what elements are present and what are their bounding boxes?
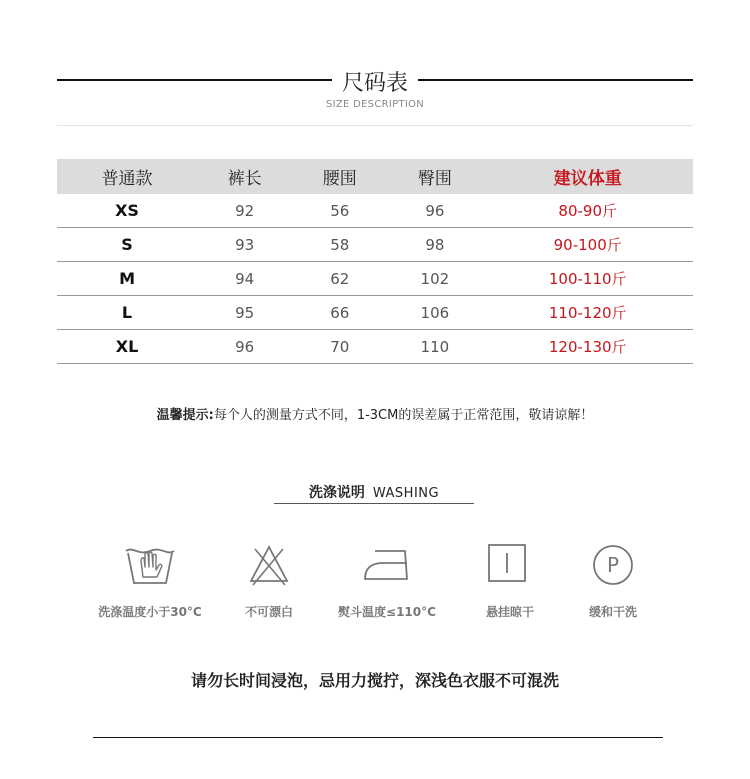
dry-clean-label: 缓和干洗 <box>588 605 637 619</box>
size-cell: XL <box>57 330 197 364</box>
table-row <box>57 262 693 296</box>
table-cell: 106 <box>387 296 482 330</box>
care-note: 请勿长时间浸泡，忌用力搅拧，深浅色衣服不可混洗 <box>190 671 559 690</box>
hand-wash-icon <box>123 543 177 589</box>
table-cell: 95 <box>197 296 292 330</box>
table-row <box>57 296 693 330</box>
washing-title-en: WASHING <box>372 486 440 501</box>
iron-label: 熨斗温度≤110°C <box>338 605 436 619</box>
table-header-row <box>57 159 693 194</box>
size-cell: XS <box>57 194 197 228</box>
table-cell: 62 <box>292 262 387 296</box>
weight-cell: 120-130斤 <box>482 330 693 364</box>
table-cell: 110 <box>387 330 482 364</box>
size-cell: L <box>57 296 197 330</box>
table-cell: 96 <box>387 194 482 228</box>
tip-body: 每个人的测量方式不同，1-3CM的误差属于正常范围，敬请谅解！ <box>213 408 594 423</box>
table-cell: 102 <box>387 262 482 296</box>
table-row <box>57 228 693 262</box>
column-header: 腰围 <box>292 159 387 194</box>
hang-dry-icon <box>487 543 527 583</box>
column-header-weight: 建议体重 <box>482 159 693 194</box>
table-cell: 98 <box>387 228 482 262</box>
weight-cell: 100-110斤 <box>482 262 693 296</box>
washing-underline <box>274 503 474 504</box>
size-cell: S <box>57 228 197 262</box>
dry-clean-letter: P <box>606 553 620 577</box>
hang-dry-label: 悬挂晾干 <box>485 605 534 619</box>
column-header: 普通款 <box>57 159 197 194</box>
dry-clean-icon <box>591 543 635 587</box>
weight-cell: 90-100斤 <box>482 228 693 262</box>
table-cell: 58 <box>292 228 387 262</box>
page-subtitle: SIZE DESCRIPTION <box>325 99 425 110</box>
washing-title <box>274 482 474 502</box>
table-row <box>57 330 693 364</box>
table-cell: 93 <box>197 228 292 262</box>
tip-label: 温馨提示: <box>156 408 214 423</box>
column-header: 裤长 <box>197 159 292 194</box>
size-table <box>57 159 693 364</box>
iron-icon <box>361 543 413 585</box>
weight-cell: 80-90斤 <box>482 194 693 228</box>
table-cell: 92 <box>197 194 292 228</box>
washing-title-cn: 洗涤说明 <box>308 485 365 501</box>
column-header: 臀围 <box>387 159 482 194</box>
no-bleach-icon <box>247 543 291 587</box>
table-cell: 94 <box>197 262 292 296</box>
table-row <box>57 194 693 228</box>
hand-wash-label: 洗涤温度小于30°C <box>98 605 202 619</box>
page-title: 尺码表 <box>341 71 408 96</box>
footer-line <box>93 737 663 738</box>
table-cell: 70 <box>292 330 387 364</box>
table-cell: 66 <box>292 296 387 330</box>
weight-cell: 110-120斤 <box>482 296 693 330</box>
tip-text <box>0 404 750 423</box>
size-cell: M <box>57 262 197 296</box>
table-cell: 96 <box>197 330 292 364</box>
no-bleach-label: 不可漂白 <box>244 605 293 619</box>
table-cell: 56 <box>292 194 387 228</box>
header-divider <box>57 125 693 126</box>
